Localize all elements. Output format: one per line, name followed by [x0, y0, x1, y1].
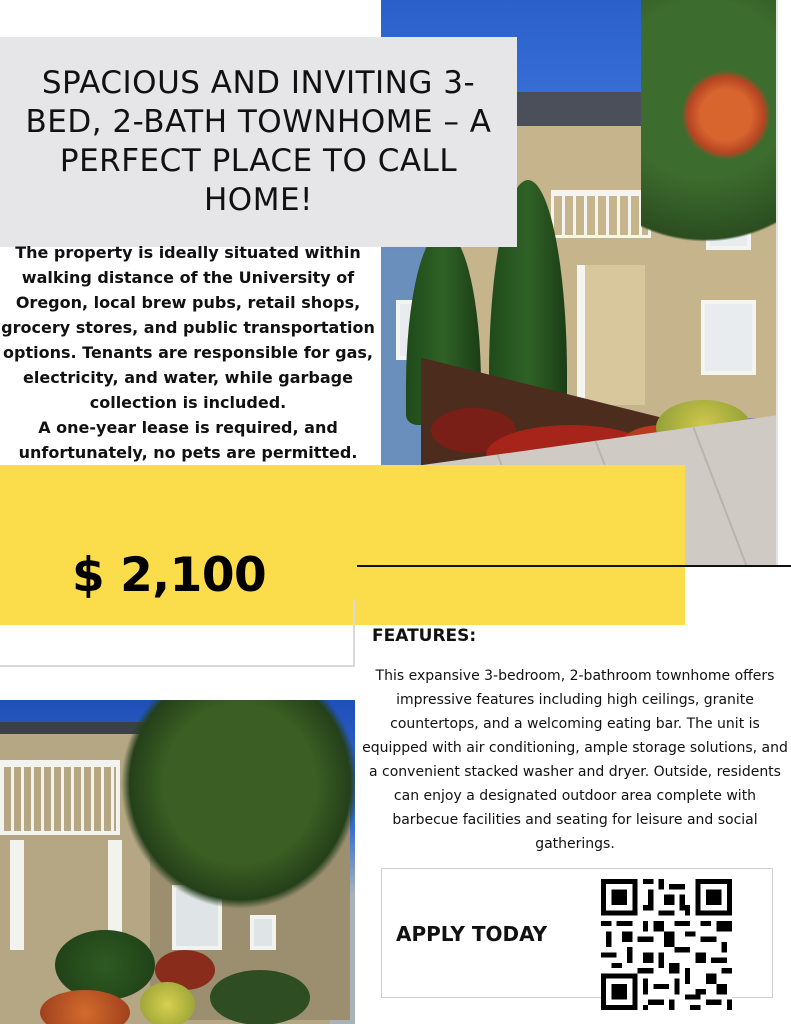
frame-line	[353, 600, 355, 667]
frame-line	[776, 0, 778, 565]
section-divider	[357, 565, 791, 567]
title-box	[0, 37, 517, 247]
apply-today-link[interactable]: APPLY TODAY	[396, 922, 548, 946]
listing-description	[0, 240, 376, 465]
rent-price: $ 2,100	[72, 548, 267, 603]
townhome-side-photo	[0, 700, 355, 1024]
features-text: This expansive 3-bedroom, 2-bathroom townhome offers impressive features including high ceilings, granite countertops, and a welcoming eating bar. The unit is equipped with air conditioning, ample storage solutions, and a convenient stacked washer and dryer. Outside, residents can enjoy a designated outdoor area complete with barbecue facilities and seating for leisure and social gatherings.	[362, 668, 788, 852]
description-location: The property is ideally situated within walking distance of the University of Oregon, local brew pubs, retail shops, grocery stores, and public transportation options. Tenants are responsible for gas, electricity, and water, while garbage collection is included.	[1, 243, 375, 412]
description-lease-terms: A one-year lease is required, and unfortunately, no pets are permitted.	[18, 418, 358, 462]
listing-title: SPACIOUS AND INVITING 3-BED, 2-BATH TOWNHOME – A PERFECT PLACE TO CALL HOME!	[25, 65, 492, 218]
qr-code-icon	[601, 879, 732, 1010]
qr-code[interactable]	[601, 879, 732, 1010]
frame-line	[0, 665, 355, 667]
features-heading: FEATURES:	[372, 626, 477, 646]
